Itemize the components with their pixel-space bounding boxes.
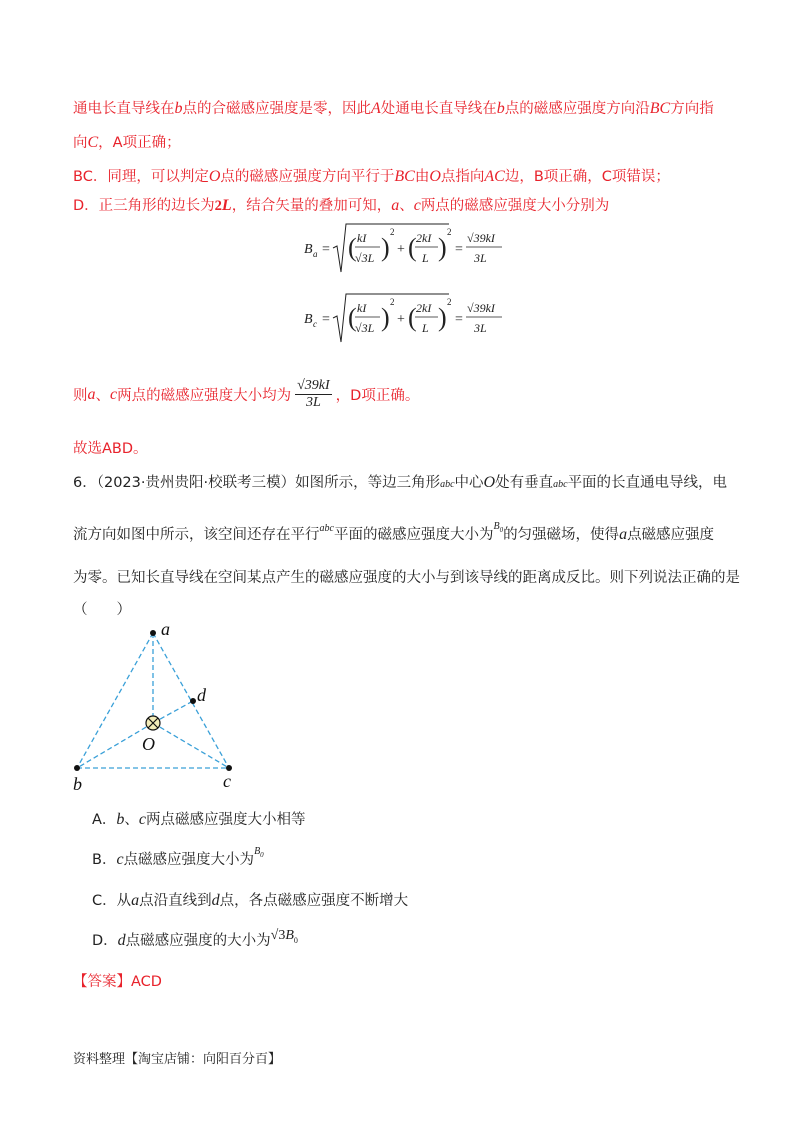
- point-a: [150, 630, 156, 636]
- conclusion-fraction: $\frac{√39kI}{3L}$: [297, 378, 330, 410]
- eq-a-t2-num: 2kI: [416, 231, 432, 245]
- svg-text:(: (: [408, 303, 417, 332]
- eq-c-res-num: √39kI: [467, 301, 495, 315]
- svg-text:2: 2: [447, 297, 452, 307]
- question-line-2: 流方向如图中所示，该空间还存在平行$^{abc}$平面的磁感应强度大小为$^{B_0}$的匀强磁场，使得a点磁感应强度: [73, 521, 715, 543]
- triangle-figure: [65, 615, 255, 799]
- equation-bc: [302, 292, 512, 351]
- eq-a-res-den: 3L: [474, 251, 487, 265]
- eq-a-t2-den: L: [422, 251, 429, 265]
- segment-Oc: [153, 723, 229, 768]
- eq-c-sub: c: [313, 319, 317, 329]
- eq-c-t1-num: kI: [357, 301, 367, 315]
- solution-line-4: D．正三角形的边长为2L，结合矢量的叠加可知，a、c两点的磁感应强度大小分别为: [73, 197, 610, 214]
- svg-text:): ): [438, 303, 447, 332]
- current-into-page-icon: [146, 716, 160, 730]
- svg-text:(: (: [348, 303, 357, 332]
- solution-line-1: 通电长直导线在b点的合磁感应强度是零，因此A处通电长直导线在b点的磁感应强度方向沿BC方向指: [73, 100, 714, 117]
- eq-a-t1-num: kI: [357, 231, 367, 245]
- svg-text:(: (: [408, 233, 417, 262]
- svg-text:=: =: [455, 242, 463, 257]
- eq-c-res-den: 3L: [474, 321, 487, 335]
- triangle-diagram: [65, 615, 255, 795]
- question-line-1: 6．（2023·贵州贵阳·校联考三模）如图所示，等边三角形abc中心O处有垂直abc平面的长直通电导线，电: [73, 474, 728, 491]
- point-b: [74, 765, 80, 771]
- label-c: c: [223, 771, 231, 791]
- eq-c-t2-den: L: [422, 321, 429, 335]
- eq-a-sub: a: [313, 249, 318, 259]
- svg-text:+: +: [397, 312, 405, 327]
- question-line-4: （ ）: [73, 602, 131, 618]
- svg-text:): ): [438, 233, 447, 262]
- svg-text:=: =: [455, 312, 463, 327]
- eq-c-t1-den: √3L: [355, 321, 375, 335]
- equation-bc-graphic: [302, 292, 512, 346]
- svg-text:2: 2: [447, 227, 452, 237]
- label-b: b: [73, 774, 82, 794]
- solution-line-2: 向C，A项正确；: [73, 134, 181, 151]
- solution-conclusion: 则 a 、 c 两点的磁感应强度大小均为 $\frac{√39kI}{3L}$ ，D项正确。: [73, 378, 420, 410]
- equation-ba-graphic: [302, 222, 512, 276]
- answer: 【答案】ACD: [73, 974, 162, 990]
- solution-line-3: BC．同理，可以判定O点的磁感应强度方向平行于BC由O点指向AC边，B项正确，C项错误；: [73, 168, 670, 185]
- label-O: O: [142, 734, 155, 754]
- svg-text:=: =: [322, 242, 330, 257]
- svg-text:2: 2: [390, 227, 395, 237]
- svg-text:): ): [381, 303, 390, 332]
- equation-ba: [302, 222, 512, 281]
- eq-c-lhs: B: [304, 312, 313, 327]
- svg-text:): ): [381, 233, 390, 262]
- point-d: [190, 698, 196, 704]
- svg-text:2: 2: [390, 297, 395, 307]
- svg-text:=: =: [322, 312, 330, 327]
- eq-a-res-num: √39kI: [467, 231, 495, 245]
- option-a: A．b、c两点磁感应强度大小相等: [92, 811, 306, 828]
- svg-text:+: +: [397, 242, 405, 257]
- svg-text:(: (: [348, 233, 357, 262]
- label-a: a: [161, 619, 170, 639]
- option-d: D．d点磁感应强度的大小为$√3B_0$: [92, 928, 298, 949]
- question-line-3: 为零。已知长直导线在空间某点产生的磁感应强度的大小与到该导线的距离成反比。则下列说法正确的是: [73, 570, 740, 586]
- footer-note: 资料整理【淘宝店铺：向阳百分百】: [73, 1052, 282, 1067]
- eq-c-t2-num: 2kI: [416, 301, 432, 315]
- label-d: d: [197, 685, 206, 705]
- option-c: C．从a点沿直线到d点，各点磁感应强度不断增大: [92, 892, 409, 909]
- solution-choose: 故选ABD。: [73, 441, 148, 457]
- eq-a-lhs: B: [304, 242, 313, 257]
- option-b: B．c点磁感应强度大小为$^{B_0}$: [92, 846, 264, 868]
- eq-a-t1-den: √3L: [355, 251, 375, 265]
